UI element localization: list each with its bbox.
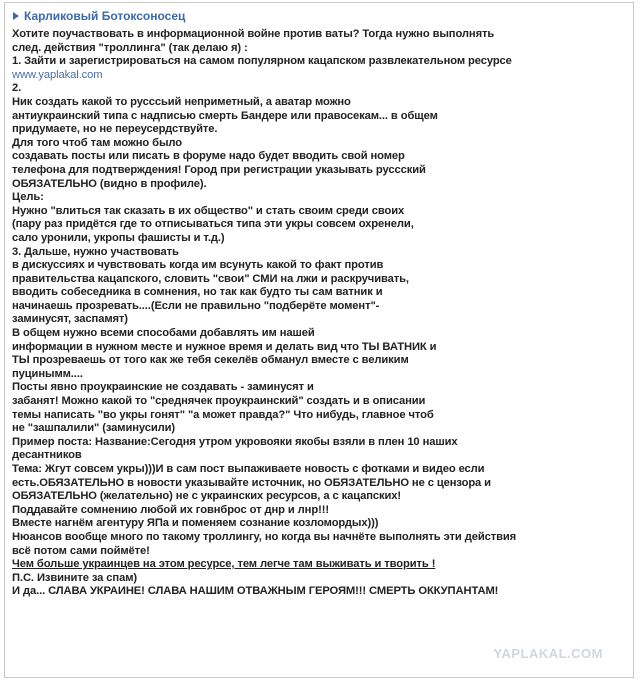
post-line: Пример поста: Название:Сегодня утром укровояки якобы взяли в плен 10 наших xyxy=(12,435,458,448)
author-name[interactable]: Карликовый Ботоксоносец xyxy=(24,9,186,23)
post-line: забанят! Можно какой то "среднячек проукраинский" создать и в описании xyxy=(12,395,426,408)
post-line: придумаете, но не переусердствуйте. xyxy=(12,123,218,136)
post-line: десантников xyxy=(12,449,82,462)
post-body xyxy=(12,28,632,599)
watermark: YAPLAKAL.COM xyxy=(493,646,603,661)
post-line: Ник создать какой то русссьий неприметный, а аватар можно xyxy=(12,95,351,108)
post-line: сало уронили, укропы фашисты и т.д.) xyxy=(12,231,225,244)
post-line: (пару раз придётся где то отписываться типа эти укры совсем охренели, xyxy=(12,218,414,231)
post-line: П.С. Извините за спам) xyxy=(12,571,137,584)
post-line: И да... СЛАВА УКРАИНЕ! СЛАВА НАШИМ ОТВАЖНЫМ ГЕРОЯМ!!! СМЕРТЬ ОККУПАНТАМ! xyxy=(12,585,499,598)
post-line: ТЫ прозреваешь от того как же тебя секелёв обманул вместе с великим xyxy=(12,354,409,367)
post-line: антиукраинский типа с надписью смерть Бандере или правосекам... в общем xyxy=(12,109,438,122)
post-line: Хотите поучаствовать в информационной войне против ваты? Тогда нужно выполнять xyxy=(12,28,495,40)
post-line: заминусят, заспамят) xyxy=(12,313,128,326)
post-line: ОБЯЗАТЕЛЬНО (видно в профиле). xyxy=(12,177,207,190)
post-line: ОБЯЗАТЕЛЬНО (желательно) не с украинских ресурсов, а с кацапских! xyxy=(12,490,402,503)
post-line: всё потом сами поймёте! xyxy=(12,544,150,557)
post-line: Цель: xyxy=(12,191,44,204)
arrow-right-icon xyxy=(13,12,19,20)
post-line: Нужно "влиться так сказать в их общество" и стать своим среди своих xyxy=(12,204,405,217)
post-container xyxy=(4,2,634,678)
post-header xyxy=(13,8,185,24)
post-line: 2. xyxy=(12,82,22,95)
post-line: 1. Зайти и зарегистрироваться на самом популярном кацапском развлекательном ресурсе xyxy=(12,55,512,68)
post-line: В общем нужно всеми способами добавлять им нашей xyxy=(12,327,315,340)
post-line: начинаешь прозревать....(Если не правильно "подберёте момент"- xyxy=(12,299,380,312)
post-line: Нюансов вообще много по такому троллингу, но когда вы начнёте выполнять эти действия xyxy=(12,530,517,543)
post-line: Вместе нагнём агентуру ЯПа и поменяем сознание козломордых))) xyxy=(12,517,379,530)
post-line: вводить собеседника в сомнения, но так как будто ты сам ватник и xyxy=(12,286,383,299)
post-line: правительства кацапского, словить "свои" СМИ на лжи и раскручивать, xyxy=(12,272,409,285)
post-line: создавать посты или писать в форуме надо будет вводить свой номер xyxy=(12,150,405,163)
post-line: телефона для подтверждения! Город при регистрации указывать руссский xyxy=(12,163,426,176)
post-line: Для того чтоб там можно было xyxy=(12,136,182,149)
post-line: Поддавайте сомнению любой их говнброс от днр и лнр!!! xyxy=(12,503,329,516)
post-line: в дискуссиях и чувствовать когда им всунуть какой то факт против xyxy=(12,259,384,272)
post-line: Тема: Жгут совсем укры)))И в сам пост выпаживаете новость с фотками и видео если xyxy=(12,463,485,475)
post-line: Посты явно проукраинские не создавать - заминусят и xyxy=(12,381,314,394)
post-line: темы написать "во укры гонят" "а может правда?" Что нибудь, главное чтоб xyxy=(12,408,434,421)
post-line: след. действия "троллинга" (так делаю я) : xyxy=(12,41,248,54)
site-link[interactable]: www.yaplakal.com xyxy=(12,68,103,81)
post-line: информации в нужном месте и нужное время и делать вид что ТЫ ВАТНИК и xyxy=(12,340,437,353)
post-line: Чем больше украинцев на этом ресурсе, тем легче там выживать и творить ! xyxy=(12,558,436,571)
post-line: есть.ОБЯЗАТЕЛЬНО в новости указывайте источник, но ОБЯЗАТЕЛЬНО не с цензора и xyxy=(12,476,491,489)
post-line: пуцинымм.... xyxy=(12,367,83,380)
post-line: не "зашпалили" (заминусили) xyxy=(12,422,176,435)
post-line: 3. Дальше, нужно участвовать xyxy=(12,245,179,258)
